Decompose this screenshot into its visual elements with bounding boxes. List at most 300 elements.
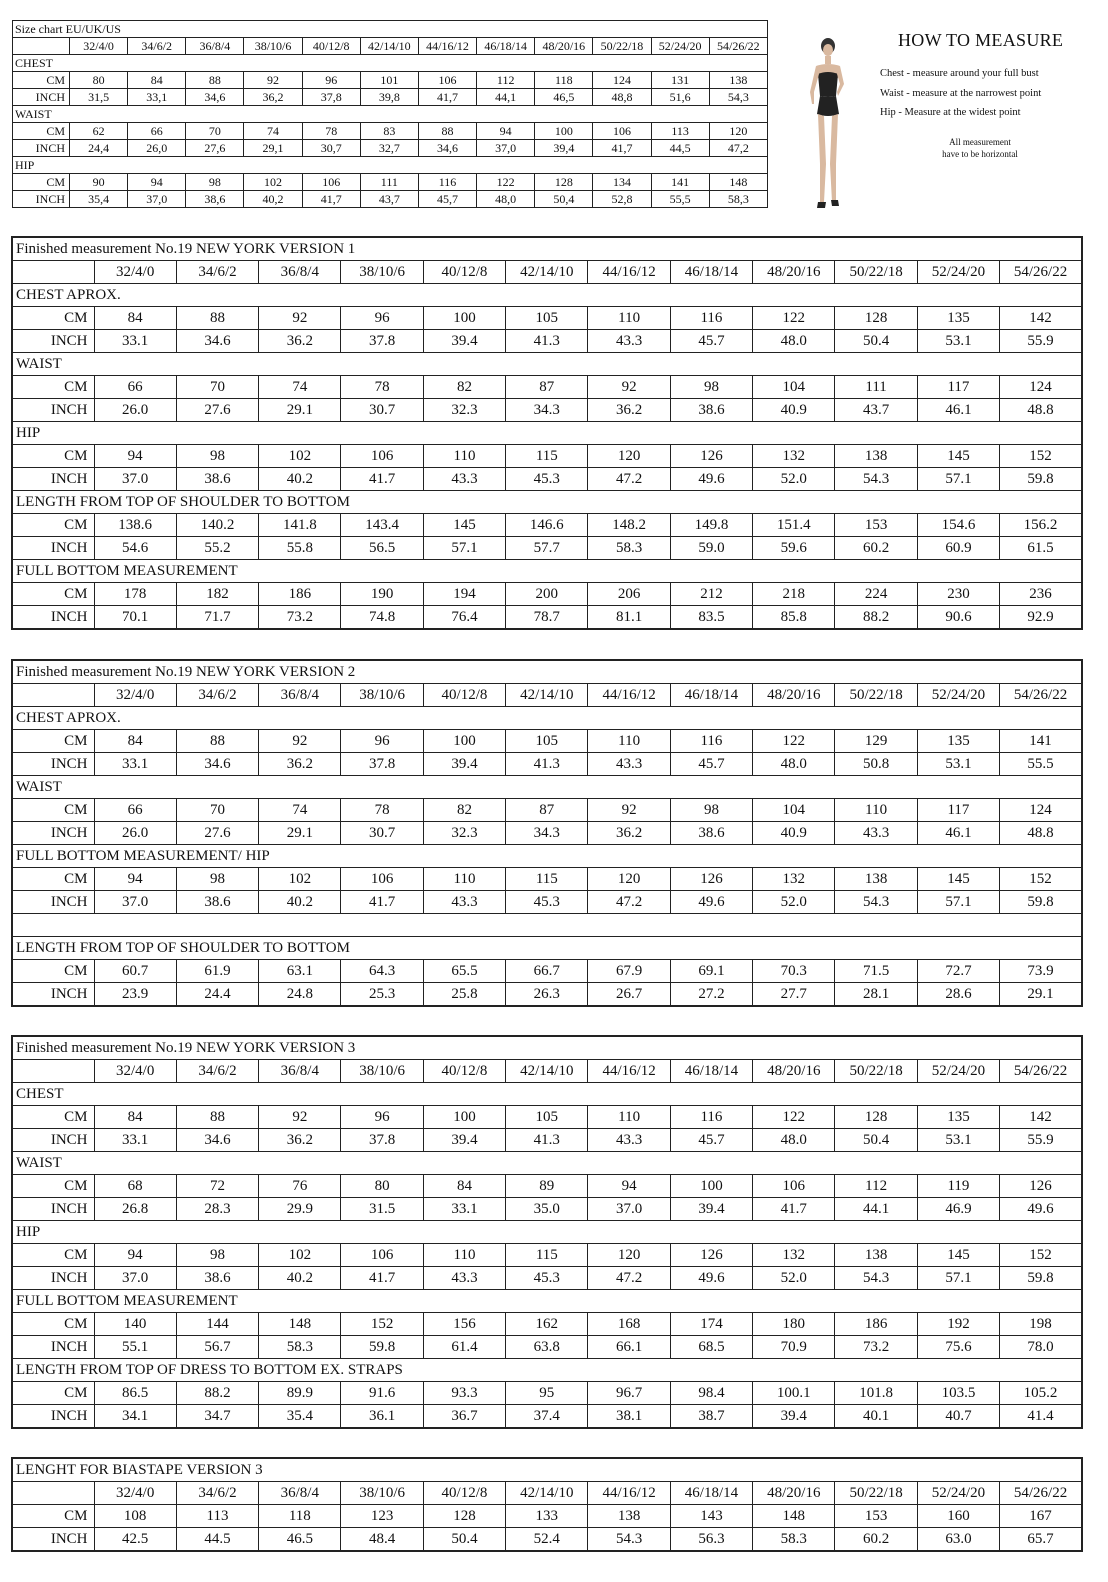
value-cell: 115 [506,868,588,891]
value-cell: 55,5 [651,191,709,208]
empty-header-cell [12,1482,94,1505]
table-row [12,891,1082,914]
title-row [12,660,1082,684]
value-cell: 49.6 [670,468,752,491]
value-cell: 41.7 [341,1267,423,1290]
value-cell: 186 [259,583,341,606]
size-header: 34/6/2 [176,684,258,707]
size-header: 44/16/12 [588,1060,670,1083]
value-cell: 46.9 [917,1198,999,1221]
section-label: LENGTH FROM TOP OF SHOULDER TO BOTTOM [12,491,1082,514]
empty-header-cell [12,1060,94,1083]
value-cell: 122 [753,307,835,330]
how-to-measure-panel [790,20,1090,210]
value-cell: 152 [1000,868,1082,891]
section-label: CHEST APROX. [12,284,1082,307]
section-label: FULL BOTTOM MEASUREMENT [12,1290,1082,1313]
value-cell: 94 [588,1175,670,1198]
value-cell: 38.6 [670,399,752,422]
value-cell: 37,0 [128,191,186,208]
value-cell: 36.7 [423,1405,505,1429]
table-row [12,468,1082,491]
value-cell: 34.6 [176,330,258,353]
value-cell: 48.8 [1000,399,1082,422]
value-cell: 26.8 [94,1198,176,1221]
value-cell: 92 [259,307,341,330]
value-cell: 162 [506,1313,588,1336]
value-cell: 122 [477,174,535,191]
value-cell: 40.2 [259,468,341,491]
table-row [13,174,768,191]
value-cell: 46.5 [259,1528,341,1552]
value-cell: 36.2 [259,753,341,776]
value-cell: 143.4 [341,514,423,537]
value-cell: 116 [670,1106,752,1129]
value-cell: 49.6 [670,1267,752,1290]
value-cell: 81.1 [588,606,670,630]
value-cell: 128 [835,307,917,330]
value-cell: 30.7 [341,399,423,422]
value-cell: 91.6 [341,1382,423,1405]
value-cell: 128 [423,1505,505,1528]
value-cell: 218 [753,583,835,606]
value-cell: 53.1 [917,330,999,353]
value-cell: 30,7 [302,140,360,157]
value-cell: 49.6 [670,891,752,914]
section-label: HIP [12,1221,1082,1244]
size-header: 52/24/20 [651,38,709,55]
value-cell: 94 [94,868,176,891]
value-cell: 98 [176,868,258,891]
section-row [12,560,1082,583]
value-cell: 126 [670,1244,752,1267]
value-cell: 58.3 [259,1336,341,1359]
value-cell: 135 [917,307,999,330]
value-cell: 115 [506,445,588,468]
value-cell: 44.1 [835,1198,917,1221]
value-cell: 78.0 [1000,1336,1082,1359]
size-header: 44/16/12 [588,261,670,284]
unit-label: INCH [12,1198,94,1221]
value-cell: 106 [341,868,423,891]
value-cell: 29.1 [1000,983,1082,1007]
value-cell: 57.1 [917,891,999,914]
value-cell: 84 [94,1106,176,1129]
unit-label: INCH [12,1528,94,1552]
value-cell: 138 [835,445,917,468]
table-row [12,1267,1082,1290]
value-cell: 120 [709,123,767,140]
table-row [12,868,1082,891]
value-cell: 43.3 [588,753,670,776]
section-row [12,284,1082,307]
unit-label: CM [12,1382,94,1405]
size-header: 42/14/10 [506,1482,588,1505]
value-cell: 138 [835,1244,917,1267]
value-cell: 106 [341,445,423,468]
value-cell: 94 [477,123,535,140]
size-header: 46/18/14 [670,684,752,707]
value-cell: 104 [753,376,835,399]
value-cell: 120 [588,1244,670,1267]
table-row [12,1382,1082,1405]
value-cell: 43.3 [588,1129,670,1152]
table-row [12,307,1082,330]
value-cell: 146.6 [506,514,588,537]
value-cell: 94 [94,445,176,468]
value-cell: 63.0 [917,1528,999,1552]
value-cell: 148 [753,1505,835,1528]
value-cell: 83.5 [670,606,752,630]
value-cell: 152 [1000,1244,1082,1267]
value-cell: 41.7 [341,468,423,491]
waist-instruction: Waist - measure at the narrowest point [880,88,1042,99]
value-cell: 34.6 [176,1129,258,1152]
section-row [12,1290,1082,1313]
size-header: 46/18/14 [477,38,535,55]
value-cell: 50,4 [535,191,593,208]
value-cell: 42.5 [94,1528,176,1552]
table-row [12,1198,1082,1221]
value-cell: 27,6 [186,140,244,157]
value-cell: 74 [259,799,341,822]
size-header: 54/26/22 [709,38,767,55]
value-cell: 24.4 [176,983,258,1007]
value-cell: 96 [302,72,360,89]
value-cell: 92 [588,799,670,822]
size-header: 40/12/8 [423,684,505,707]
value-cell: 124 [1000,799,1082,822]
value-cell: 105.2 [1000,1382,1082,1405]
value-cell: 120 [588,868,670,891]
unit-label: CM [12,583,94,606]
value-cell: 98.4 [670,1382,752,1405]
unit-label: INCH [12,1405,94,1429]
value-cell: 46.1 [917,822,999,845]
value-cell: 52.4 [506,1528,588,1552]
value-cell: 43.3 [423,1267,505,1290]
table-row [13,191,768,208]
section-label: HIP [13,157,768,174]
value-cell: 58.3 [588,537,670,560]
value-cell: 41,7 [418,89,476,106]
value-cell: 37.0 [94,891,176,914]
value-cell: 33.1 [94,1129,176,1152]
value-cell: 124 [1000,376,1082,399]
value-cell: 34,6 [186,89,244,106]
value-cell: 43.3 [423,468,505,491]
value-cell: 70.9 [753,1336,835,1359]
value-cell: 106 [593,123,651,140]
section-label: WAIST [12,776,1082,799]
value-cell: 92 [259,1106,341,1129]
value-cell: 61.4 [423,1336,505,1359]
value-cell: 48.4 [341,1528,423,1552]
value-cell: 54.3 [835,468,917,491]
value-cell: 153 [835,514,917,537]
value-cell: 73.2 [835,1336,917,1359]
table-row [12,1129,1082,1152]
value-cell: 78 [341,799,423,822]
value-cell: 39,8 [360,89,418,106]
size-header: 48/20/16 [535,38,593,55]
value-cell: 29.9 [259,1198,341,1221]
value-cell: 118 [535,72,593,89]
value-cell: 39.4 [423,753,505,776]
value-cell: 182 [176,583,258,606]
value-cell: 86.5 [94,1382,176,1405]
value-cell: 140.2 [176,514,258,537]
table-row [13,140,768,157]
value-cell: 112 [835,1175,917,1198]
section-row [12,845,1082,868]
value-cell: 26.3 [506,983,588,1007]
table-row [12,445,1082,468]
value-cell: 141 [1000,730,1082,753]
value-cell: 36.2 [588,399,670,422]
value-cell: 92.9 [1000,606,1082,630]
value-cell: 59.8 [1000,1267,1082,1290]
section-label: LENGTH FROM TOP OF DRESS TO BOTTOM EX. STRAPS [12,1359,1082,1382]
section-row [12,422,1082,445]
value-cell: 118 [259,1505,341,1528]
size-header: 38/10/6 [341,1482,423,1505]
value-cell: 25.3 [341,983,423,1007]
value-cell: 168 [588,1313,670,1336]
value-cell: 47.2 [588,891,670,914]
table-row [12,399,1082,422]
value-cell: 54.3 [835,1267,917,1290]
size-header: 54/26/22 [1000,261,1082,284]
value-cell: 28.6 [917,983,999,1007]
unit-label: INCH [12,606,94,630]
value-cell: 106 [418,72,476,89]
value-cell: 39.4 [670,1198,752,1221]
value-cell: 135 [917,1106,999,1129]
value-cell: 34.3 [506,399,588,422]
value-cell: 206 [588,583,670,606]
value-cell: 156.2 [1000,514,1082,537]
value-cell: 40,2 [244,191,302,208]
value-cell: 96 [341,1106,423,1129]
unit-label: INCH [13,140,70,157]
value-cell: 116 [418,174,476,191]
value-cell: 32.3 [423,399,505,422]
value-cell: 54.6 [94,537,176,560]
value-cell: 26.0 [94,822,176,845]
value-cell: 49.6 [1000,1198,1082,1221]
chest-instruction: Chest - measure around your full bust [880,68,1039,79]
value-cell: 37.0 [94,1267,176,1290]
section-row [12,1359,1082,1382]
value-cell: 58,3 [709,191,767,208]
size-header: 46/18/14 [670,261,752,284]
size-header-row [12,1060,1082,1083]
section-row [12,1152,1082,1175]
value-cell: 55.5 [1000,753,1082,776]
value-cell: 142 [1000,307,1082,330]
value-cell: 37.8 [341,330,423,353]
value-cell: 55.9 [1000,1129,1082,1152]
value-cell: 178 [94,583,176,606]
title-row [12,237,1082,261]
value-cell: 51,6 [651,89,709,106]
table-row [12,1106,1082,1129]
table-row [12,1175,1082,1198]
value-cell: 69.1 [670,960,752,983]
value-cell: 122 [753,1106,835,1129]
table-row [12,606,1082,630]
value-cell: 100 [670,1175,752,1198]
size-header: 42/14/10 [506,1060,588,1083]
value-cell: 66.1 [588,1336,670,1359]
value-cell: 41.3 [506,1129,588,1152]
value-cell: 145 [917,1244,999,1267]
value-cell: 198 [1000,1313,1082,1336]
value-cell: 110 [423,445,505,468]
value-cell: 106 [341,1244,423,1267]
value-cell: 70 [176,799,258,822]
value-cell: 78.7 [506,606,588,630]
value-cell: 60.2 [835,537,917,560]
value-cell: 56.5 [341,537,423,560]
value-cell: 132 [753,1244,835,1267]
value-cell: 45.3 [506,468,588,491]
value-cell: 111 [835,376,917,399]
value-cell: 65.7 [1000,1528,1082,1552]
section-label: WAIST [13,106,768,123]
value-cell: 43.3 [423,891,505,914]
value-cell: 60.9 [917,537,999,560]
value-cell: 119 [917,1175,999,1198]
value-cell: 28.3 [176,1198,258,1221]
table-row [12,983,1082,1007]
value-cell: 117 [917,799,999,822]
unit-label: CM [13,174,70,191]
table-row [13,123,768,140]
value-cell: 54.3 [835,891,917,914]
value-cell: 37.8 [341,753,423,776]
value-cell: 152 [1000,445,1082,468]
value-cell: 36.2 [588,822,670,845]
value-cell: 100 [423,307,505,330]
value-cell: 66 [94,799,176,822]
value-cell: 52.0 [753,891,835,914]
value-cell: 70.3 [753,960,835,983]
value-cell: 100 [423,1106,505,1129]
size-header: 42/14/10 [506,261,588,284]
unit-label: CM [13,123,70,140]
title-row [12,1036,1082,1060]
value-cell: 120 [588,445,670,468]
value-cell: 135 [917,730,999,753]
value-cell: 67.9 [588,960,670,983]
value-cell: 131 [651,72,709,89]
value-cell: 37.8 [341,1129,423,1152]
value-cell: 96.7 [588,1382,670,1405]
value-cell: 92 [588,376,670,399]
biastape-table [11,1457,1083,1552]
unit-label: CM [12,868,94,891]
size-header: 52/24/20 [917,1060,999,1083]
value-cell: 126 [670,868,752,891]
value-cell: 23.9 [94,983,176,1007]
value-cell: 102 [259,1244,341,1267]
value-cell: 194 [423,583,505,606]
size-header: 38/10/6 [244,38,302,55]
unit-label: CM [13,72,70,89]
table-row [12,753,1082,776]
value-cell: 38.6 [176,891,258,914]
value-cell: 167 [1000,1505,1082,1528]
value-cell: 116 [670,730,752,753]
value-cell: 45.7 [670,753,752,776]
value-cell: 48.8 [1000,822,1082,845]
value-cell: 40.7 [917,1405,999,1429]
value-cell: 89.9 [259,1382,341,1405]
value-cell: 230 [917,583,999,606]
value-cell: 34.7 [176,1405,258,1429]
value-cell: 68.5 [670,1336,752,1359]
section-label: CHEST [13,55,768,72]
value-cell: 57.1 [917,1267,999,1290]
value-cell: 38.6 [670,822,752,845]
value-cell: 105 [506,307,588,330]
value-cell: 68 [94,1175,176,1198]
size-header: 32/4/0 [94,1060,176,1083]
value-cell: 87 [506,799,588,822]
section-label: CHEST APROX. [12,707,1082,730]
value-cell: 93.3 [423,1382,505,1405]
value-cell: 88 [186,72,244,89]
value-cell: 142 [1000,1106,1082,1129]
table-row [12,1505,1082,1528]
size-header: 38/10/6 [341,261,423,284]
size-header: 44/16/12 [588,1482,670,1505]
value-cell: 44,5 [651,140,709,157]
size-header-row [12,261,1082,284]
size-header: 44/16/12 [588,684,670,707]
value-cell: 24,4 [70,140,128,157]
value-cell: 110 [588,307,670,330]
table-row [12,730,1082,753]
value-cell: 25.8 [423,983,505,1007]
value-cell: 148.2 [588,514,670,537]
version-1-table [11,236,1083,630]
table-row [12,376,1082,399]
value-cell: 101.8 [835,1382,917,1405]
value-cell: 84 [128,72,186,89]
value-cell: 39.4 [753,1405,835,1429]
value-cell: 132 [753,445,835,468]
value-cell: 149.8 [670,514,752,537]
size-header: 32/4/0 [94,684,176,707]
section-row [12,1083,1082,1106]
value-cell: 39.4 [423,1129,505,1152]
value-cell: 36,2 [244,89,302,106]
value-cell: 47.2 [588,468,670,491]
value-cell: 37.4 [506,1405,588,1429]
section-label: HIP [12,422,1082,445]
value-cell: 98 [670,799,752,822]
unit-label: CM [12,1106,94,1129]
size-header: 32/4/0 [94,261,176,284]
size-header-row [12,684,1082,707]
value-cell: 54,3 [709,89,767,106]
size-header: 54/26/22 [1000,1482,1082,1505]
value-cell: 40.2 [259,891,341,914]
value-cell: 46,5 [535,89,593,106]
